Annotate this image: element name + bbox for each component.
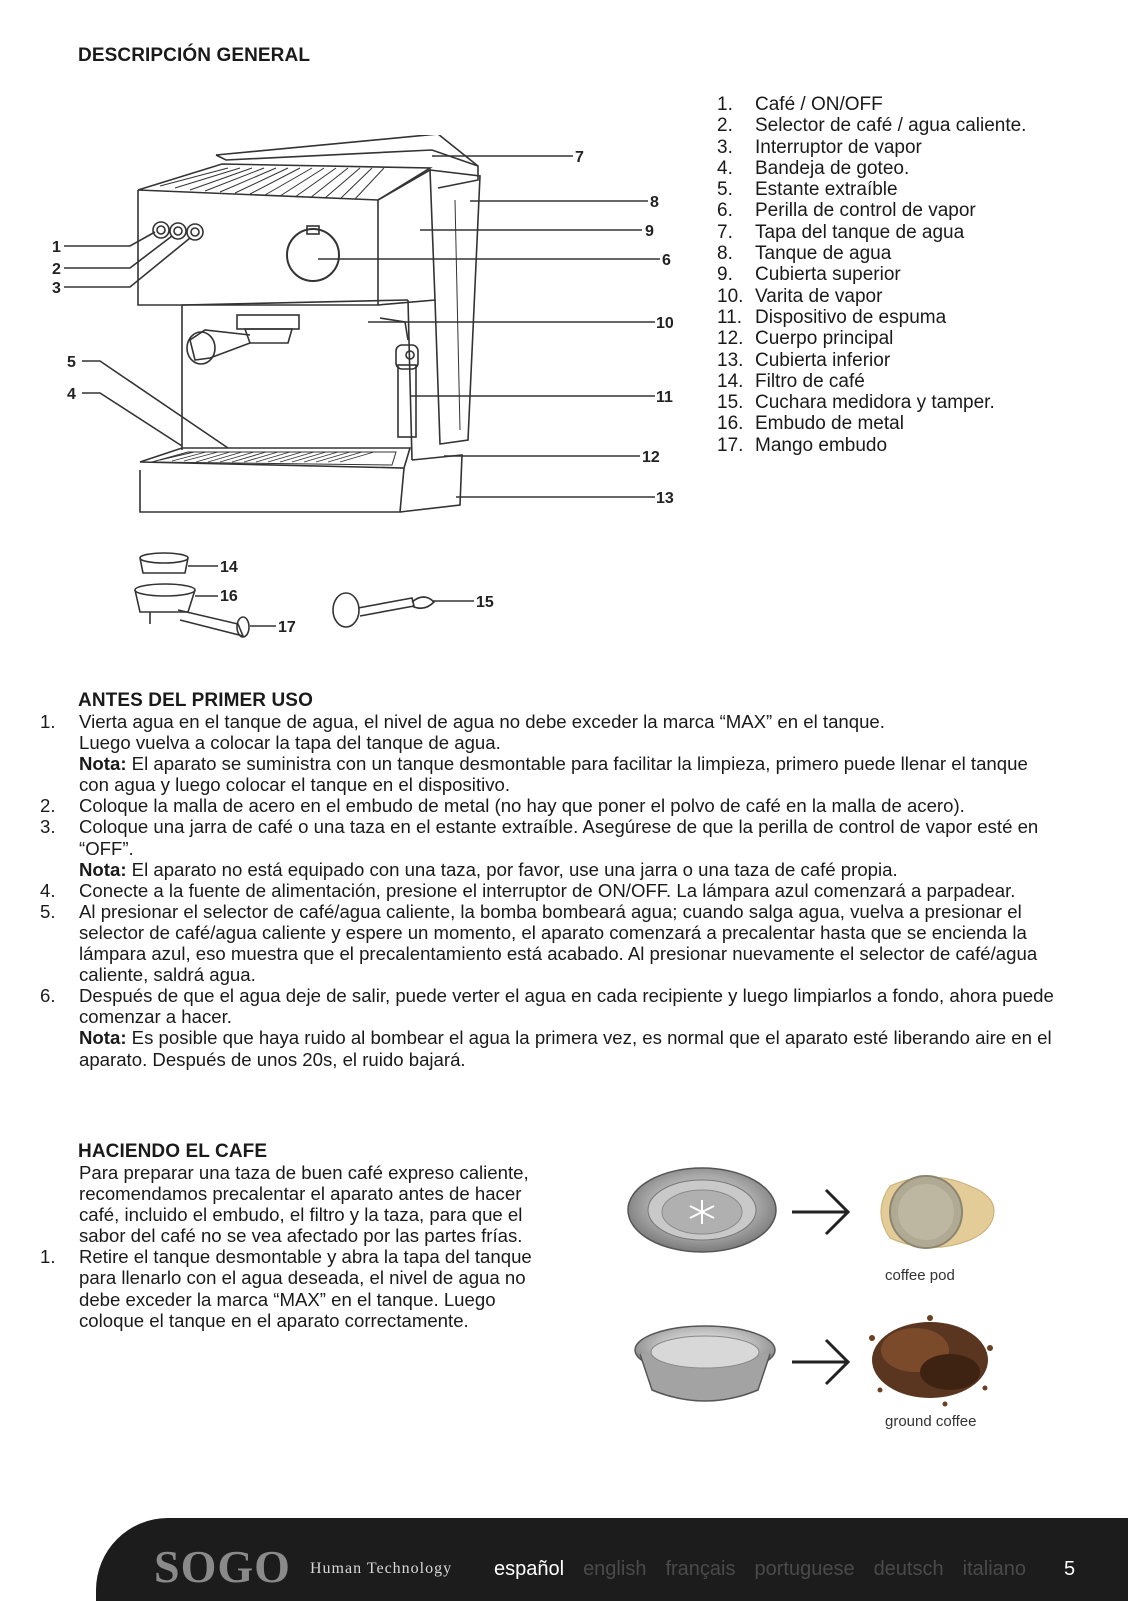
- list-number: 4.: [40, 879, 56, 901]
- note-text: El aparato se suministra con un tanque desmontable para facilitar la limpieza, primero puede llenar el tanque con agua y luego colocar el tanque en el dispositivo.: [79, 753, 1028, 796]
- part-name: Filtro de café: [755, 370, 865, 392]
- language-link[interactable]: deutsch: [873, 1558, 944, 1580]
- accessories-diagram: [130, 545, 510, 645]
- callout-17: 17: [278, 619, 296, 636]
- part-number: 1.: [717, 94, 733, 115]
- part-number: 12.: [717, 328, 744, 350]
- callout-13: 13: [656, 490, 674, 507]
- callout-3: 3: [52, 280, 61, 297]
- part-list-item: [717, 115, 1026, 136]
- callout-11: 11: [656, 389, 673, 406]
- part-name: Cubierta superior: [755, 264, 901, 286]
- section-heading-making-coffee: HACIENDO EL CAFE: [78, 1141, 268, 1162]
- brand-logo: SOGO: [154, 1541, 291, 1592]
- arrow-right-icon: [792, 1190, 848, 1234]
- filter-illustration: [620, 1150, 1020, 1440]
- part-number: 14.: [717, 370, 744, 392]
- list-text: Después de que el agua deje de salir, puede verter el agua en cada recipiente y luego limpiarlos a fondo, ahora puede comenzar a hacer.: [79, 985, 1054, 1028]
- list-number: 1.: [40, 711, 56, 732]
- list-item: [0, 816, 1060, 879]
- caption-coffee-pod: coffee pod: [885, 1267, 955, 1284]
- part-name: Interruptor de vapor: [755, 136, 922, 158]
- part-list-item: [717, 413, 1026, 434]
- part-list-item: [717, 94, 1026, 115]
- callout-10: 10: [656, 315, 674, 332]
- list-item: [0, 795, 1060, 816]
- part-list-item: [717, 158, 1026, 179]
- note-label: Nota:: [79, 753, 127, 775]
- part-list-item: [717, 392, 1026, 413]
- callout-12: 12: [642, 449, 660, 466]
- part-number: 7.: [717, 221, 733, 243]
- part-name: Embudo de metal: [755, 413, 904, 435]
- part-name: Cuchara medidora y tamper.: [755, 392, 995, 414]
- list-number: 6.: [40, 985, 56, 1007]
- part-list-item: [717, 328, 1026, 349]
- part-name: Tanque de agua: [755, 243, 892, 265]
- part-list-item: [717, 350, 1026, 371]
- caption-ground-coffee: ground coffee: [885, 1413, 977, 1430]
- list-text: Luego vuelva a colocar la tapa del tanque de agua.: [79, 732, 501, 754]
- list-text: Coloque una jarra de café o una taza en el estante extraíble. Asegúrese de que la perilla de control de vapor esté en “OFF”.: [79, 816, 1039, 859]
- list-item: [0, 711, 1060, 795]
- callout-8: 8: [650, 194, 659, 211]
- brand-tagline: Human Technology: [310, 1560, 453, 1577]
- list-text: Retire el tanque desmontable y abra la tapa del tanque para llenarlo con el agua deseada, el nivel de agua no debe exceder la marca “MAX” en el tanque. Luego coloque el tanque en el aparato correctamente.: [79, 1246, 532, 1331]
- callout-9: 9: [645, 223, 654, 240]
- part-list-item: [717, 200, 1026, 221]
- part-name: Perilla de control de vapor: [755, 200, 976, 222]
- part-name: Estante extraíble: [755, 179, 898, 201]
- note-text: El aparato no está equipado con una taza, por favor, use una jarra o una taza de café propia.: [126, 858, 898, 880]
- note-label: Nota:: [79, 1027, 127, 1049]
- list-number: 2.: [40, 795, 56, 817]
- list-text: Conecte a la fuente de alimentación, presione el interruptor de ON/OFF. La lámpara azul comenzará a parpadear.: [79, 879, 1016, 901]
- part-name: Cuerpo principal: [755, 328, 894, 350]
- ground-coffee-icon: [869, 1315, 993, 1407]
- part-name: Varita de vapor: [755, 285, 883, 307]
- callout-7: 7: [575, 149, 584, 166]
- part-number: 2.: [717, 115, 733, 137]
- page-footer: [96, 1518, 1128, 1601]
- part-number: 11.: [717, 306, 743, 328]
- arrow-right-icon: [792, 1340, 848, 1384]
- parts-list: [717, 94, 1026, 456]
- callout-5: 5: [67, 354, 76, 371]
- list-number: 3.: [40, 816, 56, 838]
- list-item: [0, 901, 1060, 985]
- part-name: Mango embudo: [755, 434, 888, 456]
- part-number: 6.: [717, 200, 733, 222]
- note: [79, 859, 1060, 880]
- list-item: [0, 880, 1060, 901]
- part-name: Café / ON/OFF: [755, 94, 883, 115]
- language-link[interactable]: italiano: [962, 1558, 1027, 1580]
- part-number: 9.: [717, 264, 733, 286]
- double-filter-basket-icon: [635, 1326, 775, 1401]
- note-text: Es posible que haya ruido al bombear el agua la primera vez, es normal que el aparato esté liberando aire en el aparato. Después de unos 20s, el ruido bajará.: [79, 1027, 1052, 1070]
- section-heading-first-use: ANTES DEL PRIMER USO: [78, 690, 313, 711]
- part-number: 15.: [717, 392, 744, 414]
- part-number: 8.: [717, 243, 733, 265]
- part-list-item: [717, 222, 1026, 243]
- language-link[interactable]: english: [583, 1558, 647, 1580]
- note: [79, 1027, 1060, 1069]
- list-item: [0, 985, 1060, 1069]
- part-name: Dispositivo de espuma: [755, 306, 947, 328]
- part-name: Tapa del tanque de agua: [755, 221, 965, 243]
- list-text: Vierta agua en el tanque de agua, el nivel de agua no debe exceder la marca “MAX” en el tanque.: [79, 711, 885, 732]
- list-text: Coloque la malla de acero en el embudo de metal (no hay que poner el polvo de café en la malla de acero).: [79, 795, 965, 817]
- list-number: 5.: [40, 900, 56, 922]
- callout-14: 14: [220, 559, 238, 576]
- part-list-item: [717, 179, 1026, 200]
- list-text: Al presionar el selector de café/agua caliente, la bomba bombeará agua; cuando salga agua, vuelva a presionar el selector de café/agua caliente y espere un momento, el aparato comenzará a precalentar hasta que se encienda la lámpara azul, eso muestra que el precalentamiento está acabado. Al presionar nuevamente el selector de café/agua caliente, saldrá agua.: [79, 900, 1038, 986]
- first-use-instructions: [0, 711, 1060, 1070]
- callout-15: 15: [476, 594, 494, 611]
- part-number: 5.: [717, 179, 733, 201]
- part-number: 4.: [717, 157, 733, 179]
- single-filter-basket-icon: [628, 1168, 776, 1252]
- part-list-item: [717, 307, 1026, 328]
- part-number: 3.: [717, 136, 733, 158]
- callout-2: 2: [52, 261, 61, 278]
- callout-16: 16: [220, 588, 238, 605]
- coffee-pod-icon: [881, 1176, 994, 1248]
- part-list-item: [717, 243, 1026, 264]
- page-number: 5: [1064, 1558, 1076, 1580]
- part-name: Bandeja de goteo.: [755, 157, 910, 179]
- language-link[interactable]: español: [494, 1558, 565, 1580]
- callout-1: 1: [52, 239, 61, 256]
- part-list-item: [717, 137, 1026, 158]
- part-list-item: [717, 286, 1026, 307]
- part-list-item: [717, 264, 1026, 285]
- language-link[interactable]: français: [665, 1558, 736, 1580]
- part-name: Cubierta inferior: [755, 349, 891, 371]
- part-list-item: [717, 371, 1026, 392]
- list-item: [0, 1246, 560, 1330]
- part-number: 17.: [717, 434, 744, 456]
- part-list-item: [717, 435, 1026, 456]
- part-number: 13.: [717, 349, 744, 371]
- note: [79, 753, 1060, 795]
- page-title: DESCRIPCIÓN GENERAL: [78, 45, 311, 66]
- language-link[interactable]: portuguese: [754, 1558, 855, 1580]
- part-number: 10.: [717, 285, 744, 307]
- part-name: Selector de café / agua caliente.: [755, 115, 1027, 137]
- callout-4: 4: [67, 386, 76, 403]
- part-number: 16.: [717, 413, 744, 435]
- callout-6: 6: [662, 252, 671, 269]
- language-nav: [494, 1558, 1026, 1581]
- list-number: 1.: [40, 1246, 56, 1268]
- note-label: Nota:: [79, 858, 127, 880]
- making-coffee-text: [0, 1162, 560, 1331]
- making-coffee-intro: Para preparar una taza de buen café expreso caliente, recomendamos precalentar el aparato antes de hacer café, incluido el embudo, el filtro y la taza, para que el sabor del café no se vea afectado por las partes frías.: [79, 1162, 529, 1247]
